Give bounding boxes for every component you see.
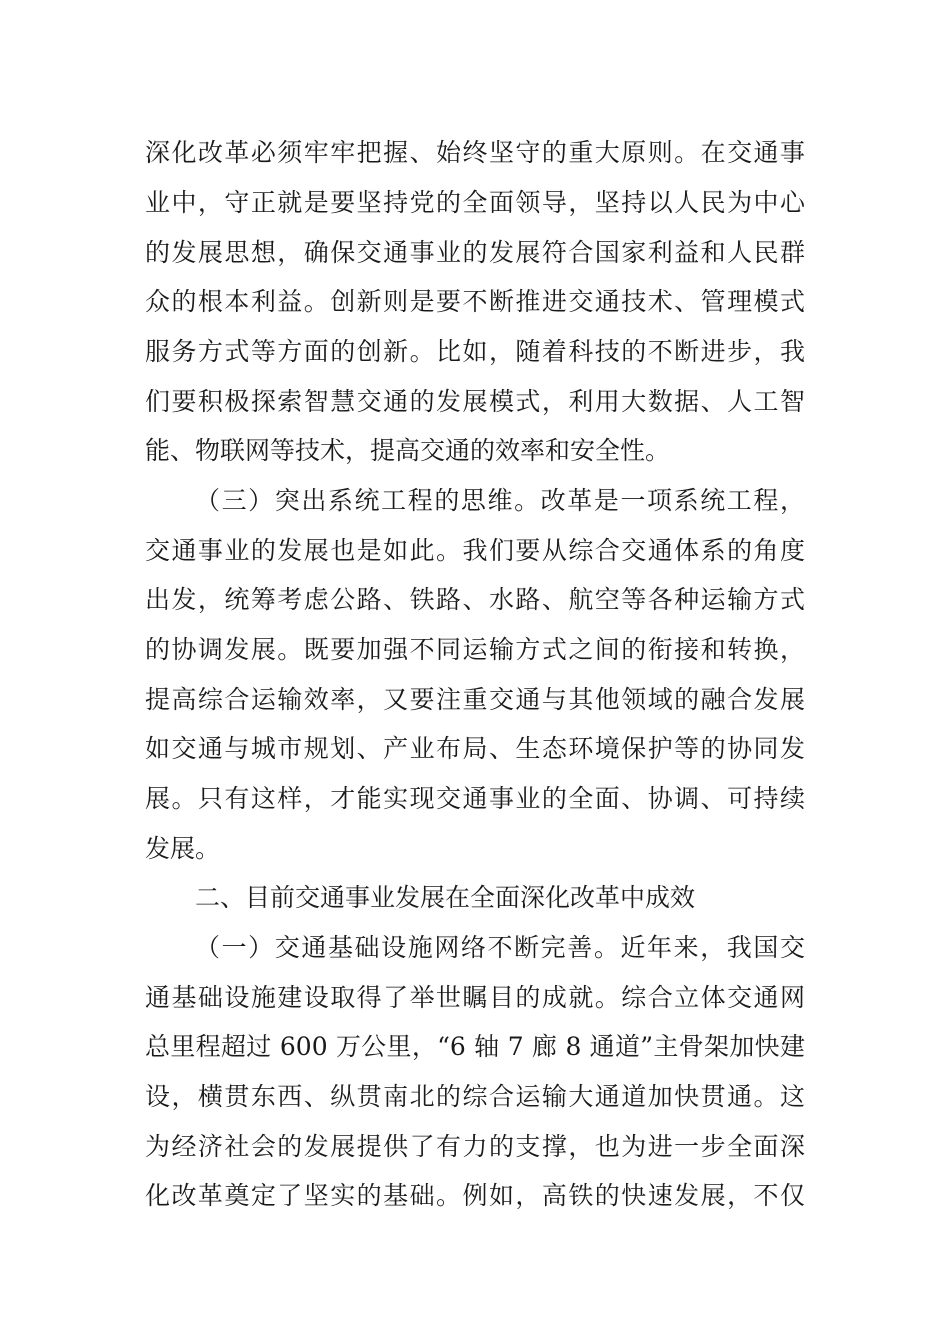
section-heading-1: （一）交通基础设施网络不断完善。近年来，我国交 <box>195 933 805 962</box>
text-line: 如交通与城市规划、产业布局、生态环境保护等的协同发 <box>145 734 805 763</box>
text-line: 服务方式等方面的创新。比如，随着科技的不断进步，我 <box>145 337 805 366</box>
text-line: 提高综合运输效率，又要注重交通与其他领域的融合发展 <box>145 685 805 714</box>
text-line: 交通事业的发展也是如此。我们要从综合交通体系的角度 <box>145 536 805 565</box>
text-line: 设，横贯东西、纵贯南北的综合运输大通道加快贯通。这 <box>145 1082 805 1111</box>
text-line: 出发，统筹考虑公路、铁路、水路、航空等各种运输方式 <box>145 585 805 614</box>
text-line: 展。只有这样，才能实现交通事业的全面、协调、可持续 <box>145 784 805 813</box>
text-line: 为经济社会的发展提供了有力的支撑，也为进一步全面深 <box>145 1132 805 1161</box>
chapter-heading: 二、目前交通事业发展在全面深化改革中成效 <box>195 883 696 912</box>
section-heading-3: （三）突出系统工程的思维。改革是一项系统工程， <box>195 486 805 515</box>
text-line: 通基础设施建设取得了举世瞩目的成就。综合立体交通网 <box>145 983 805 1012</box>
text-line: 的发展思想，确保交通事业的发展符合国家利益和人民群 <box>145 238 805 267</box>
text-line: 的协调发展。既要加强不同运输方式之间的衔接和转换， <box>145 635 805 664</box>
text-line: 众的根本利益。创新则是要不断推进交通技术、管理模式 <box>145 287 805 316</box>
text-line: 们要积极探索智慧交通的发展模式，利用大数据、人工智 <box>145 387 805 416</box>
text-line: 总里程超过 600 万公里，“6 轴 7 廊 8 通道”主骨架加快建 <box>145 1032 805 1061</box>
text-line: 业中，守正就是要坚持党的全面领导，坚持以人民为中心 <box>145 188 805 217</box>
text-line: 深化改革必须牢牢把握、始终坚守的重大原则。在交通事 <box>145 138 805 167</box>
text-line: 化改革奠定了坚实的基础。例如，高铁的快速发展，不仅 <box>145 1181 805 1210</box>
text-line: 能、物联网等技术，提高交通的效率和安全性。 <box>145 436 671 465</box>
text-line: 发展。 <box>145 834 221 863</box>
